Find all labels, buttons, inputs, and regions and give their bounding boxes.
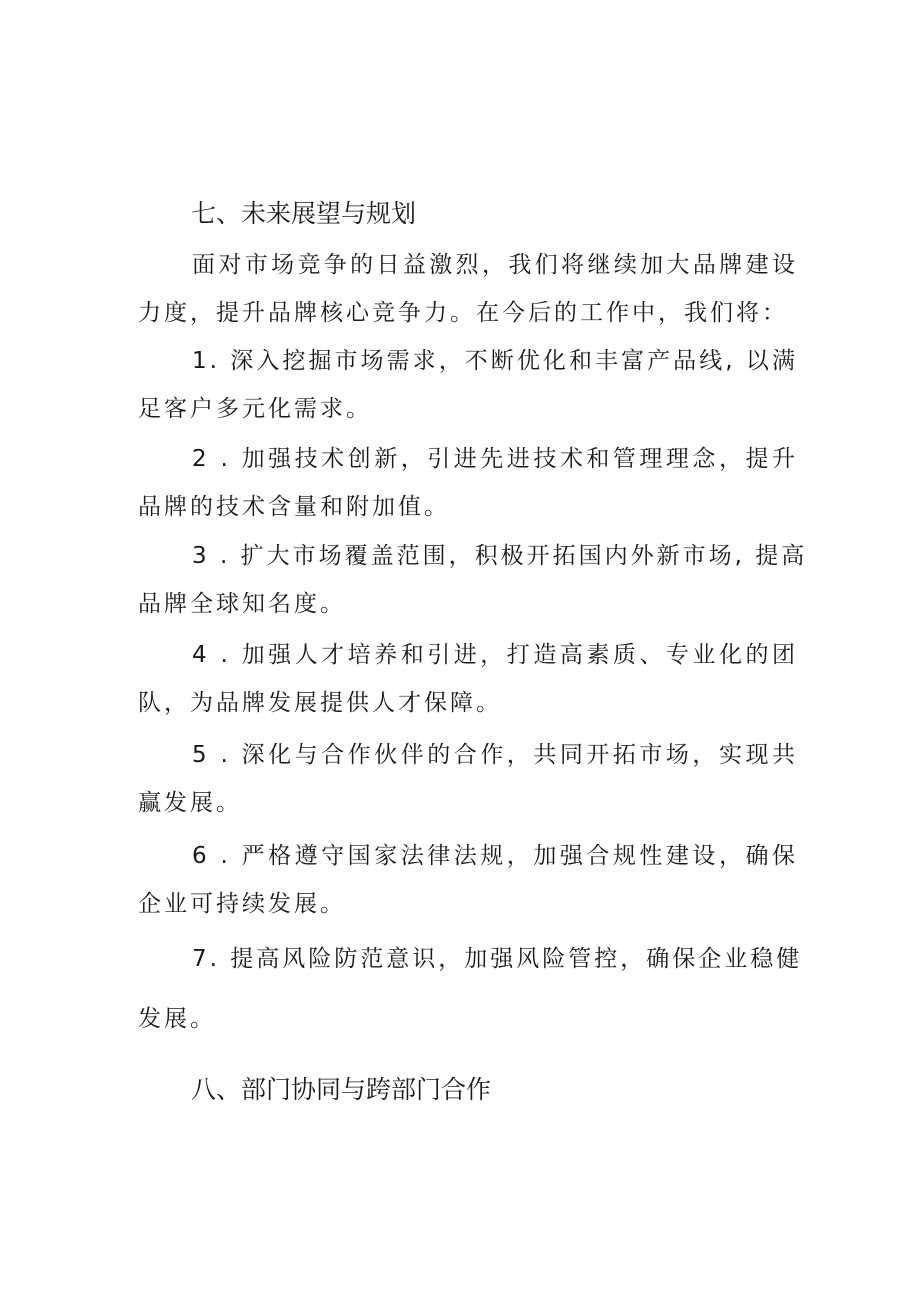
list-item-7-line-2: 发展。	[138, 1006, 216, 1032]
list-item-5	[138, 731, 798, 827]
list-item-5-line-1: 5 . 深化与合作伙伴的合作，共同开拓市场，实现共	[192, 742, 798, 768]
list-item-1-line-1: 1. 深入挖掘市场需求，不断优化和丰富产品线, 以满	[192, 348, 798, 374]
list-item-4-line-1: 4 . 加强人才培养和引进，打造高素质、专业化的团	[192, 642, 798, 668]
list-item-7-line-1: 7. 提高风险防范意识，加强风险管控，确保企业稳健	[192, 946, 803, 972]
list-item-6-line-1: 6 . 严格遵守国家法律法规，加强合规性建设，确保	[192, 843, 798, 869]
list-item-6	[138, 832, 798, 928]
section-7-intro	[138, 241, 798, 337]
list-item-3-line-1: 3 . 扩大市场覆盖范围，积极开拓国内外新市场, 提高	[192, 543, 808, 569]
list-item-2-line-2: 品牌的技术含量和附加值。	[138, 494, 450, 520]
list-item-1	[138, 337, 798, 433]
list-item-1-line-2: 足客户多元化需求。	[138, 396, 372, 422]
list-item-2	[138, 435, 798, 531]
list-item-3	[138, 532, 808, 628]
list-item-4	[138, 631, 798, 727]
list-item-5-line-2: 赢发展。	[138, 790, 242, 816]
list-item-7	[138, 935, 803, 1043]
list-item-2-line-1: 2 . 加强技术创新，引进先进技术和管理理念，提升	[192, 446, 798, 472]
section-8-heading: 八、部门协同与跨部门合作	[191, 1075, 492, 1104]
intro-line-2: 力度，提升品牌核心竞争力。在今后的工作中，我们将：	[138, 300, 788, 326]
intro-line-1: 面对市场竞争的日益激烈，我们将继续加大品牌建设	[192, 252, 798, 278]
list-item-3-line-2: 品牌全球知名度。	[138, 591, 346, 617]
list-item-6-line-2: 企业可持续发展。	[138, 891, 346, 917]
section-7-heading: 七、未来展望与规划	[191, 199, 417, 228]
list-item-4-line-2: 队，为品牌发展提供人才保障。	[138, 690, 502, 716]
